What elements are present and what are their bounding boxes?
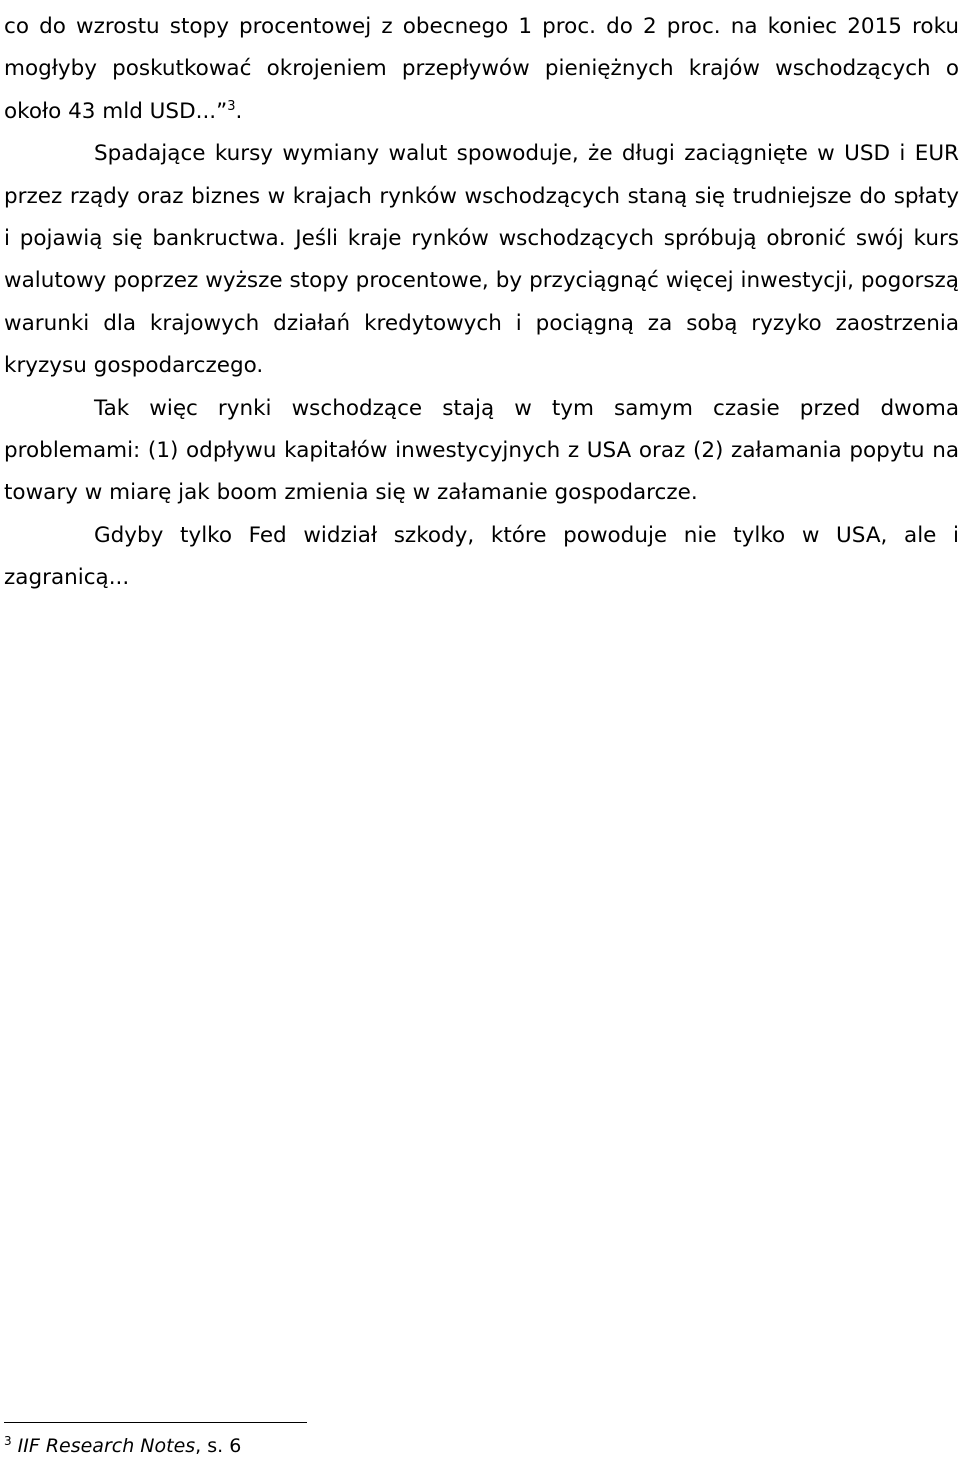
- paragraph-continuation: [4, 6, 959, 133]
- paragraph-emerging-markets: Tak więc rynki wschodzące stają w tym samym czasie przed dwoma problemami: (1) odpływu kapitałów inwestycyjnych z USA oraz (2) załamania popytu na towary w miarę jak boom zmienia się w załamanie gospodarcze.: [4, 395, 959, 506]
- footnote-number: 3: [4, 1433, 12, 1448]
- body-text: [4, 6, 959, 600]
- footnote-title: IIF Research Notes: [17, 1435, 196, 1457]
- footnote: [4, 1434, 241, 1460]
- footnote-page: , s. 6: [195, 1435, 242, 1457]
- paragraph-text: co do wzrostu stopy procentowej z obecnego 1 proc. do 2 proc. na koniec 2015 roku mogłyby poskutkować okrojeniem przepływów pieniężnych krajów wschodzących o około 43 mld USD...”: [4, 14, 959, 124]
- footnote-divider: [4, 1422, 307, 1423]
- paragraph-fed: Gdyby tylko Fed widział szkody, które powoduje nie tylko w USA, ale i zagranicą...: [4, 522, 959, 591]
- paragraph-tail: .: [235, 98, 243, 124]
- footnote-reference[interactable]: 3: [227, 99, 236, 115]
- paragraph-exchange-rates: Spadające kursy wymiany walut spowoduje, że długi zaciągnięte w USD i EUR przez rządy oraz biznes w krajach rynków wschodzących staną się trudniejsze do spłaty i pojawią się bankructwa. Jeśli kraje rynków wschodzących spróbują obronić swój kurs walutowy poprzez wyższe stopy procentowe, by przyciągnąć więcej inwestycji, pogorszą warunki dla krajowych działań kredytowych i pociągną za sobą ryzyko zaostrzenia kryzysu gospodarczego.: [4, 141, 959, 379]
